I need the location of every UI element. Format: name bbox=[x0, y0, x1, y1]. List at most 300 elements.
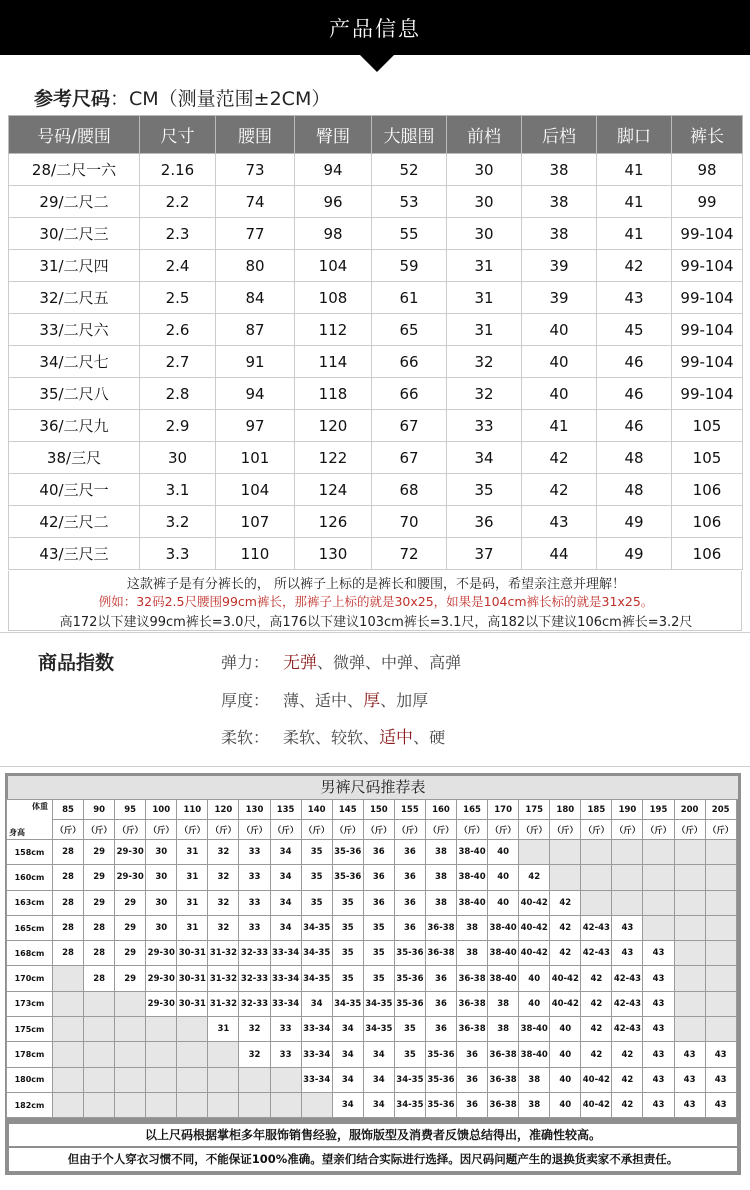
table-cell: 104 bbox=[295, 250, 372, 282]
table-cell: 99-104 bbox=[672, 314, 743, 346]
grid-cell: 43 bbox=[643, 1042, 674, 1067]
grid-cell: 42-43 bbox=[612, 991, 643, 1016]
product-index-label: 厚度： bbox=[221, 691, 270, 710]
grid-cell: 36 bbox=[457, 1092, 488, 1117]
grid-cell: 31-32 bbox=[208, 991, 239, 1016]
unit-header-cell: （斤） bbox=[643, 820, 674, 840]
grid-cell bbox=[705, 941, 736, 966]
grid-cell bbox=[674, 941, 705, 966]
grid-cell bbox=[674, 840, 705, 865]
table-cell: 110 bbox=[216, 538, 295, 570]
product-index-option-selected: 适中 bbox=[379, 728, 414, 748]
grid-cell: 29-30 bbox=[146, 966, 177, 991]
product-index-option: 薄 bbox=[283, 691, 300, 710]
option-separator: 、 bbox=[347, 691, 364, 710]
grid-cell: 32-33 bbox=[239, 941, 270, 966]
grid-cell: 34-35 bbox=[301, 966, 332, 991]
grid-cell: 33 bbox=[239, 915, 270, 940]
grid-cell: 36 bbox=[425, 1017, 456, 1042]
table-cell: 41 bbox=[597, 186, 672, 218]
grid-cell bbox=[177, 1092, 208, 1117]
table-cell: 61 bbox=[372, 282, 447, 314]
grid-cell: 34 bbox=[363, 1042, 394, 1067]
grid-cell: 36 bbox=[457, 1067, 488, 1092]
table-cell: 94 bbox=[295, 154, 372, 186]
grid-cell: 33-34 bbox=[270, 966, 301, 991]
grid-cell bbox=[581, 865, 612, 890]
table-cell: 35/二尺八 bbox=[9, 378, 140, 410]
grid-cell: 35 bbox=[332, 890, 363, 915]
grid-cell bbox=[84, 1017, 115, 1042]
table-cell: 106 bbox=[672, 474, 743, 506]
grid-cell: 29-30 bbox=[115, 865, 146, 890]
table-cell: 30 bbox=[447, 218, 522, 250]
table-cell: 35 bbox=[447, 474, 522, 506]
table-cell: 94 bbox=[216, 378, 295, 410]
grid-cell: 30-31 bbox=[177, 966, 208, 991]
table-cell: 99-104 bbox=[672, 378, 743, 410]
grid-cell: 43 bbox=[643, 991, 674, 1016]
unit-header-cell: （斤） bbox=[612, 820, 643, 840]
unit-header-cell: （斤） bbox=[84, 820, 115, 840]
grid-cell: 42-43 bbox=[581, 915, 612, 940]
option-separator: 、 bbox=[363, 728, 380, 747]
grid-cell bbox=[177, 1017, 208, 1042]
table-cell: 96 bbox=[295, 186, 372, 218]
table-cell: 2.9 bbox=[140, 410, 216, 442]
grid-cell: 40-42 bbox=[519, 941, 550, 966]
table-cell: 2.8 bbox=[140, 378, 216, 410]
grid-cell: 34-35 bbox=[394, 1092, 425, 1117]
grid-cell: 34-35 bbox=[363, 1017, 394, 1042]
grid-cell: 38 bbox=[425, 890, 456, 915]
height-header-cell: 175cm bbox=[7, 1017, 53, 1042]
grid-cell: 42 bbox=[550, 890, 581, 915]
grid-cell: 38 bbox=[425, 865, 456, 890]
grid-cell: 34 bbox=[363, 1067, 394, 1092]
option-separator: 、 bbox=[380, 691, 397, 710]
grid-cell: 35 bbox=[363, 915, 394, 940]
unit-header-cell: （斤） bbox=[550, 820, 581, 840]
unit-header-cell: （斤） bbox=[581, 820, 612, 840]
grid-cell bbox=[84, 991, 115, 1016]
table-cell: 107 bbox=[216, 506, 295, 538]
grid-cell: 38-40 bbox=[457, 840, 488, 865]
table-cell: 99-104 bbox=[672, 282, 743, 314]
grid-cell bbox=[53, 1067, 84, 1092]
grid-cell: 42 bbox=[612, 1092, 643, 1117]
grid-cell: 32-33 bbox=[239, 966, 270, 991]
grid-cell: 28 bbox=[53, 890, 84, 915]
table-cell: 32 bbox=[447, 346, 522, 378]
table-cell: 29/二尺二 bbox=[9, 186, 140, 218]
table-cell: 38 bbox=[522, 154, 597, 186]
grid-cell: 43 bbox=[705, 1067, 736, 1092]
table-cell: 44 bbox=[522, 538, 597, 570]
unit-header-cell: （斤） bbox=[519, 820, 550, 840]
grid-cell: 40-42 bbox=[581, 1067, 612, 1092]
grid-cell: 35 bbox=[332, 966, 363, 991]
table-row bbox=[9, 474, 743, 506]
grid-cell bbox=[115, 1042, 146, 1067]
weight-header-cell: 140 bbox=[301, 800, 332, 820]
option-separator: 、 bbox=[299, 691, 316, 710]
table-row bbox=[7, 915, 737, 940]
grid-cell bbox=[705, 915, 736, 940]
grid-cell: 38 bbox=[457, 941, 488, 966]
table-cell: 124 bbox=[295, 474, 372, 506]
size-note-1: 这款裤子是有分裤长的， 所以裤子上标的是裤长和腰围，不是码，希望亲注意并理解！ bbox=[126, 577, 626, 592]
table-row bbox=[9, 346, 743, 378]
table-cell: 33/二尺六 bbox=[9, 314, 140, 346]
grid-cell bbox=[84, 1092, 115, 1117]
grid-cell: 43 bbox=[643, 1017, 674, 1042]
weight-header-cell: 195 bbox=[643, 800, 674, 820]
grid-cell: 36 bbox=[363, 840, 394, 865]
grid-cell: 34 bbox=[332, 1017, 363, 1042]
grid-cell bbox=[53, 991, 84, 1016]
product-index-row bbox=[221, 686, 428, 711]
grid-cell bbox=[581, 840, 612, 865]
grid-cell: 33 bbox=[270, 1042, 301, 1067]
grid-cell: 32 bbox=[208, 890, 239, 915]
grid-cell bbox=[115, 1017, 146, 1042]
grid-cell bbox=[643, 890, 674, 915]
grid-cell bbox=[208, 1042, 239, 1067]
grid-cell: 42 bbox=[581, 1017, 612, 1042]
grid-cell: 40 bbox=[550, 1067, 581, 1092]
size-table-header-cell: 号码/腰围 bbox=[9, 116, 140, 154]
grid-cell bbox=[705, 966, 736, 991]
weight-header-cell: 165 bbox=[457, 800, 488, 820]
weight-header-cell: 100 bbox=[146, 800, 177, 820]
table-cell: 40/三尺一 bbox=[9, 474, 140, 506]
grid-cell: 30-31 bbox=[177, 991, 208, 1016]
grid-cell: 40 bbox=[550, 1017, 581, 1042]
table-row bbox=[7, 1042, 737, 1067]
grid-cell: 40 bbox=[488, 890, 519, 915]
table-row bbox=[7, 941, 737, 966]
grid-cell bbox=[674, 991, 705, 1016]
table-cell: 39 bbox=[522, 250, 597, 282]
grid-cell: 35 bbox=[332, 915, 363, 940]
grid-cell: 36 bbox=[363, 890, 394, 915]
grid-cell: 42 bbox=[519, 865, 550, 890]
grid-cell: 33-34 bbox=[270, 941, 301, 966]
grid-cell bbox=[270, 1092, 301, 1117]
grid-cell: 34 bbox=[270, 915, 301, 940]
grid-cell: 34 bbox=[332, 1092, 363, 1117]
grid-cell bbox=[705, 991, 736, 1016]
product-index-label: 弹力： bbox=[221, 653, 270, 672]
grid-cell: 34-35 bbox=[301, 915, 332, 940]
grid-cell: 33-34 bbox=[301, 1067, 332, 1092]
product-index-option: 中弹 bbox=[381, 653, 414, 672]
product-index-label: 柔软： bbox=[221, 728, 270, 747]
table-row bbox=[9, 314, 743, 346]
divider bbox=[0, 632, 750, 633]
table-row bbox=[7, 1092, 737, 1117]
table-cell: 30 bbox=[140, 442, 216, 474]
table-row bbox=[7, 991, 737, 1016]
weight-header-cell: 180 bbox=[550, 800, 581, 820]
table-row bbox=[7, 890, 737, 915]
grid-cell: 35 bbox=[301, 865, 332, 890]
grid-cell: 30 bbox=[146, 840, 177, 865]
table-cell: 122 bbox=[295, 442, 372, 474]
reference-size-line bbox=[34, 84, 330, 111]
table-cell: 46 bbox=[597, 346, 672, 378]
unit-header-cell: （斤） bbox=[705, 820, 736, 840]
size-table bbox=[8, 115, 743, 570]
grid-cell: 32 bbox=[208, 915, 239, 940]
grid-cell bbox=[146, 1067, 177, 1092]
grid-cell bbox=[177, 1067, 208, 1092]
grid-cell bbox=[674, 890, 705, 915]
table-cell: 31 bbox=[447, 282, 522, 314]
option-separator: 、 bbox=[413, 653, 430, 672]
table-cell: 42 bbox=[522, 474, 597, 506]
weight-header-row bbox=[7, 800, 737, 820]
grid-cell: 38-40 bbox=[488, 915, 519, 940]
grid-cell: 42 bbox=[612, 1067, 643, 1092]
table-row bbox=[9, 282, 743, 314]
product-index-option: 硬 bbox=[429, 728, 446, 747]
unit-header-cell: （斤） bbox=[332, 820, 363, 840]
grid-cell bbox=[674, 1017, 705, 1042]
grid-cell: 35 bbox=[301, 890, 332, 915]
size-table-header-cell: 后档 bbox=[522, 116, 597, 154]
grid-cell: 42 bbox=[581, 966, 612, 991]
table-cell: 55 bbox=[372, 218, 447, 250]
grid-cell: 43 bbox=[705, 1092, 736, 1117]
grid-cell bbox=[612, 840, 643, 865]
reference-size-label: 参考尺码 bbox=[34, 88, 111, 110]
table-row bbox=[7, 966, 737, 991]
table-cell: 98 bbox=[672, 154, 743, 186]
grid-cell: 43 bbox=[674, 1092, 705, 1117]
unit-header-cell: （斤） bbox=[177, 820, 208, 840]
grid-cell bbox=[270, 1067, 301, 1092]
grid-cell bbox=[674, 966, 705, 991]
grid-cell bbox=[301, 1092, 332, 1117]
grid-cell: 28 bbox=[53, 865, 84, 890]
grid-cell: 28 bbox=[53, 840, 84, 865]
table-cell: 106 bbox=[672, 506, 743, 538]
weight-header-cell: 135 bbox=[270, 800, 301, 820]
grid-cell: 42 bbox=[581, 1042, 612, 1067]
grid-cell: 42 bbox=[550, 915, 581, 940]
table-cell: 37 bbox=[447, 538, 522, 570]
table-row bbox=[9, 218, 743, 250]
grid-cell: 29 bbox=[115, 966, 146, 991]
unit-header-cell: （斤） bbox=[208, 820, 239, 840]
grid-cell: 29 bbox=[115, 915, 146, 940]
table-cell: 108 bbox=[295, 282, 372, 314]
unit-header-cell: （斤） bbox=[394, 820, 425, 840]
table-cell: 30 bbox=[447, 186, 522, 218]
table-row bbox=[7, 840, 737, 865]
grid-cell: 43 bbox=[643, 1067, 674, 1092]
height-header-cell: 170cm bbox=[7, 966, 53, 991]
table-cell: 130 bbox=[295, 538, 372, 570]
weight-header-cell: 160 bbox=[425, 800, 456, 820]
size-table-header-cell: 裤长 bbox=[672, 116, 743, 154]
grid-cell bbox=[53, 1042, 84, 1067]
table-cell: 53 bbox=[372, 186, 447, 218]
grid-cell bbox=[84, 1042, 115, 1067]
grid-cell: 33 bbox=[239, 840, 270, 865]
table-cell: 42 bbox=[597, 250, 672, 282]
grid-cell: 35-36 bbox=[332, 865, 363, 890]
unit-header-cell: （斤） bbox=[488, 820, 519, 840]
recommend-disclaimer: 但由于个人穿衣习惯不同，不能保证100%准确。望亲们结合实际进行选择。因尺码问题产生的退换货卖家不承担责任。 bbox=[9, 1148, 737, 1171]
grid-cell: 34 bbox=[270, 840, 301, 865]
table-cell: 106 bbox=[672, 538, 743, 570]
option-separator: 、 bbox=[413, 728, 430, 747]
grid-cell bbox=[84, 1067, 115, 1092]
grid-cell: 31 bbox=[177, 840, 208, 865]
table-row bbox=[7, 1067, 737, 1092]
table-row bbox=[7, 1017, 737, 1042]
table-cell: 46 bbox=[597, 410, 672, 442]
grid-cell bbox=[612, 865, 643, 890]
unit-header-cell: （斤） bbox=[239, 820, 270, 840]
height-header-cell: 160cm bbox=[7, 865, 53, 890]
grid-cell: 32-33 bbox=[239, 991, 270, 1016]
table-cell: 105 bbox=[672, 442, 743, 474]
size-recommend-table bbox=[6, 799, 737, 1118]
weight-header-cell: 95 bbox=[115, 800, 146, 820]
grid-cell: 42-43 bbox=[612, 1017, 643, 1042]
grid-cell: 38 bbox=[488, 1017, 519, 1042]
grid-cell bbox=[208, 1067, 239, 1092]
corner-label bbox=[7, 800, 52, 839]
grid-cell bbox=[643, 840, 674, 865]
grid-cell: 31-32 bbox=[208, 966, 239, 991]
grid-cell: 31 bbox=[177, 865, 208, 890]
table-cell: 77 bbox=[216, 218, 295, 250]
size-table-header-cell: 大腿围 bbox=[372, 116, 447, 154]
weight-header-cell: 130 bbox=[239, 800, 270, 820]
grid-cell: 36 bbox=[425, 966, 456, 991]
table-cell: 59 bbox=[372, 250, 447, 282]
weight-header-cell: 185 bbox=[581, 800, 612, 820]
grid-cell: 30-31 bbox=[177, 941, 208, 966]
table-cell: 36 bbox=[447, 506, 522, 538]
grid-cell: 36-38 bbox=[457, 991, 488, 1016]
table-cell: 42 bbox=[522, 442, 597, 474]
height-header-cell: 173cm bbox=[7, 991, 53, 1016]
table-cell: 120 bbox=[295, 410, 372, 442]
grid-cell: 36 bbox=[363, 865, 394, 890]
grid-cell bbox=[550, 840, 581, 865]
grid-cell: 35-36 bbox=[425, 1067, 456, 1092]
table-row bbox=[9, 442, 743, 474]
table-cell: 3.1 bbox=[140, 474, 216, 506]
table-cell: 65 bbox=[372, 314, 447, 346]
grid-cell: 43 bbox=[674, 1042, 705, 1067]
table-row bbox=[9, 538, 743, 570]
grid-cell: 34 bbox=[363, 1092, 394, 1117]
grid-cell bbox=[146, 1042, 177, 1067]
grid-cell: 31 bbox=[177, 915, 208, 940]
table-cell: 114 bbox=[295, 346, 372, 378]
weight-header-cell: 110 bbox=[177, 800, 208, 820]
grid-cell: 36 bbox=[394, 865, 425, 890]
grid-cell: 38 bbox=[425, 840, 456, 865]
height-header-cell: 168cm bbox=[7, 941, 53, 966]
grid-cell: 40 bbox=[550, 1092, 581, 1117]
grid-cell bbox=[519, 840, 550, 865]
grid-cell bbox=[115, 1092, 146, 1117]
grid-cell bbox=[705, 1017, 736, 1042]
grid-cell: 36-38 bbox=[457, 1017, 488, 1042]
grid-cell: 40-42 bbox=[550, 991, 581, 1016]
grid-cell: 43 bbox=[643, 941, 674, 966]
table-row bbox=[9, 186, 743, 218]
corner-cell bbox=[7, 800, 53, 840]
grid-cell: 35 bbox=[363, 966, 394, 991]
grid-cell: 36-38 bbox=[425, 915, 456, 940]
table-cell: 28/二尺一六 bbox=[9, 154, 140, 186]
table-cell: 32 bbox=[447, 378, 522, 410]
grid-cell: 38 bbox=[457, 915, 488, 940]
corner-height-label: 身高 bbox=[9, 828, 25, 837]
table-cell: 40 bbox=[522, 314, 597, 346]
table-cell: 45 bbox=[597, 314, 672, 346]
weight-header-cell: 190 bbox=[612, 800, 643, 820]
grid-cell: 32 bbox=[208, 865, 239, 890]
grid-cell bbox=[146, 1017, 177, 1042]
table-cell: 2.2 bbox=[140, 186, 216, 218]
grid-cell bbox=[239, 1092, 270, 1117]
grid-cell: 43 bbox=[705, 1042, 736, 1067]
table-cell: 41 bbox=[522, 410, 597, 442]
grid-cell bbox=[705, 865, 736, 890]
size-table-header bbox=[9, 116, 743, 154]
table-cell: 99 bbox=[672, 186, 743, 218]
table-cell: 87 bbox=[216, 314, 295, 346]
product-index-option: 高弹 bbox=[429, 653, 462, 672]
grid-cell: 32 bbox=[239, 1042, 270, 1067]
grid-cell: 35-36 bbox=[394, 966, 425, 991]
grid-cell bbox=[177, 1042, 208, 1067]
size-table-header-cell: 腰围 bbox=[216, 116, 295, 154]
grid-cell: 34 bbox=[270, 865, 301, 890]
grid-cell: 38-40 bbox=[488, 941, 519, 966]
size-table-header-cell: 臀围 bbox=[295, 116, 372, 154]
table-cell: 2.5 bbox=[140, 282, 216, 314]
grid-cell: 35 bbox=[394, 1042, 425, 1067]
unit-header-cell: （斤） bbox=[53, 820, 84, 840]
table-cell: 3.3 bbox=[140, 538, 216, 570]
divider bbox=[0, 766, 750, 767]
height-header-cell: 165cm bbox=[7, 915, 53, 940]
grid-cell: 29-30 bbox=[146, 991, 177, 1016]
grid-cell: 36 bbox=[394, 915, 425, 940]
table-cell: 68 bbox=[372, 474, 447, 506]
grid-cell: 38-40 bbox=[488, 966, 519, 991]
grid-cell bbox=[239, 1067, 270, 1092]
option-separator: 、 bbox=[315, 728, 332, 747]
grid-cell: 35 bbox=[301, 840, 332, 865]
grid-cell bbox=[115, 1067, 146, 1092]
grid-cell: 42 bbox=[581, 991, 612, 1016]
table-cell: 41 bbox=[597, 154, 672, 186]
product-index-row bbox=[221, 723, 445, 748]
table-cell: 40 bbox=[522, 378, 597, 410]
